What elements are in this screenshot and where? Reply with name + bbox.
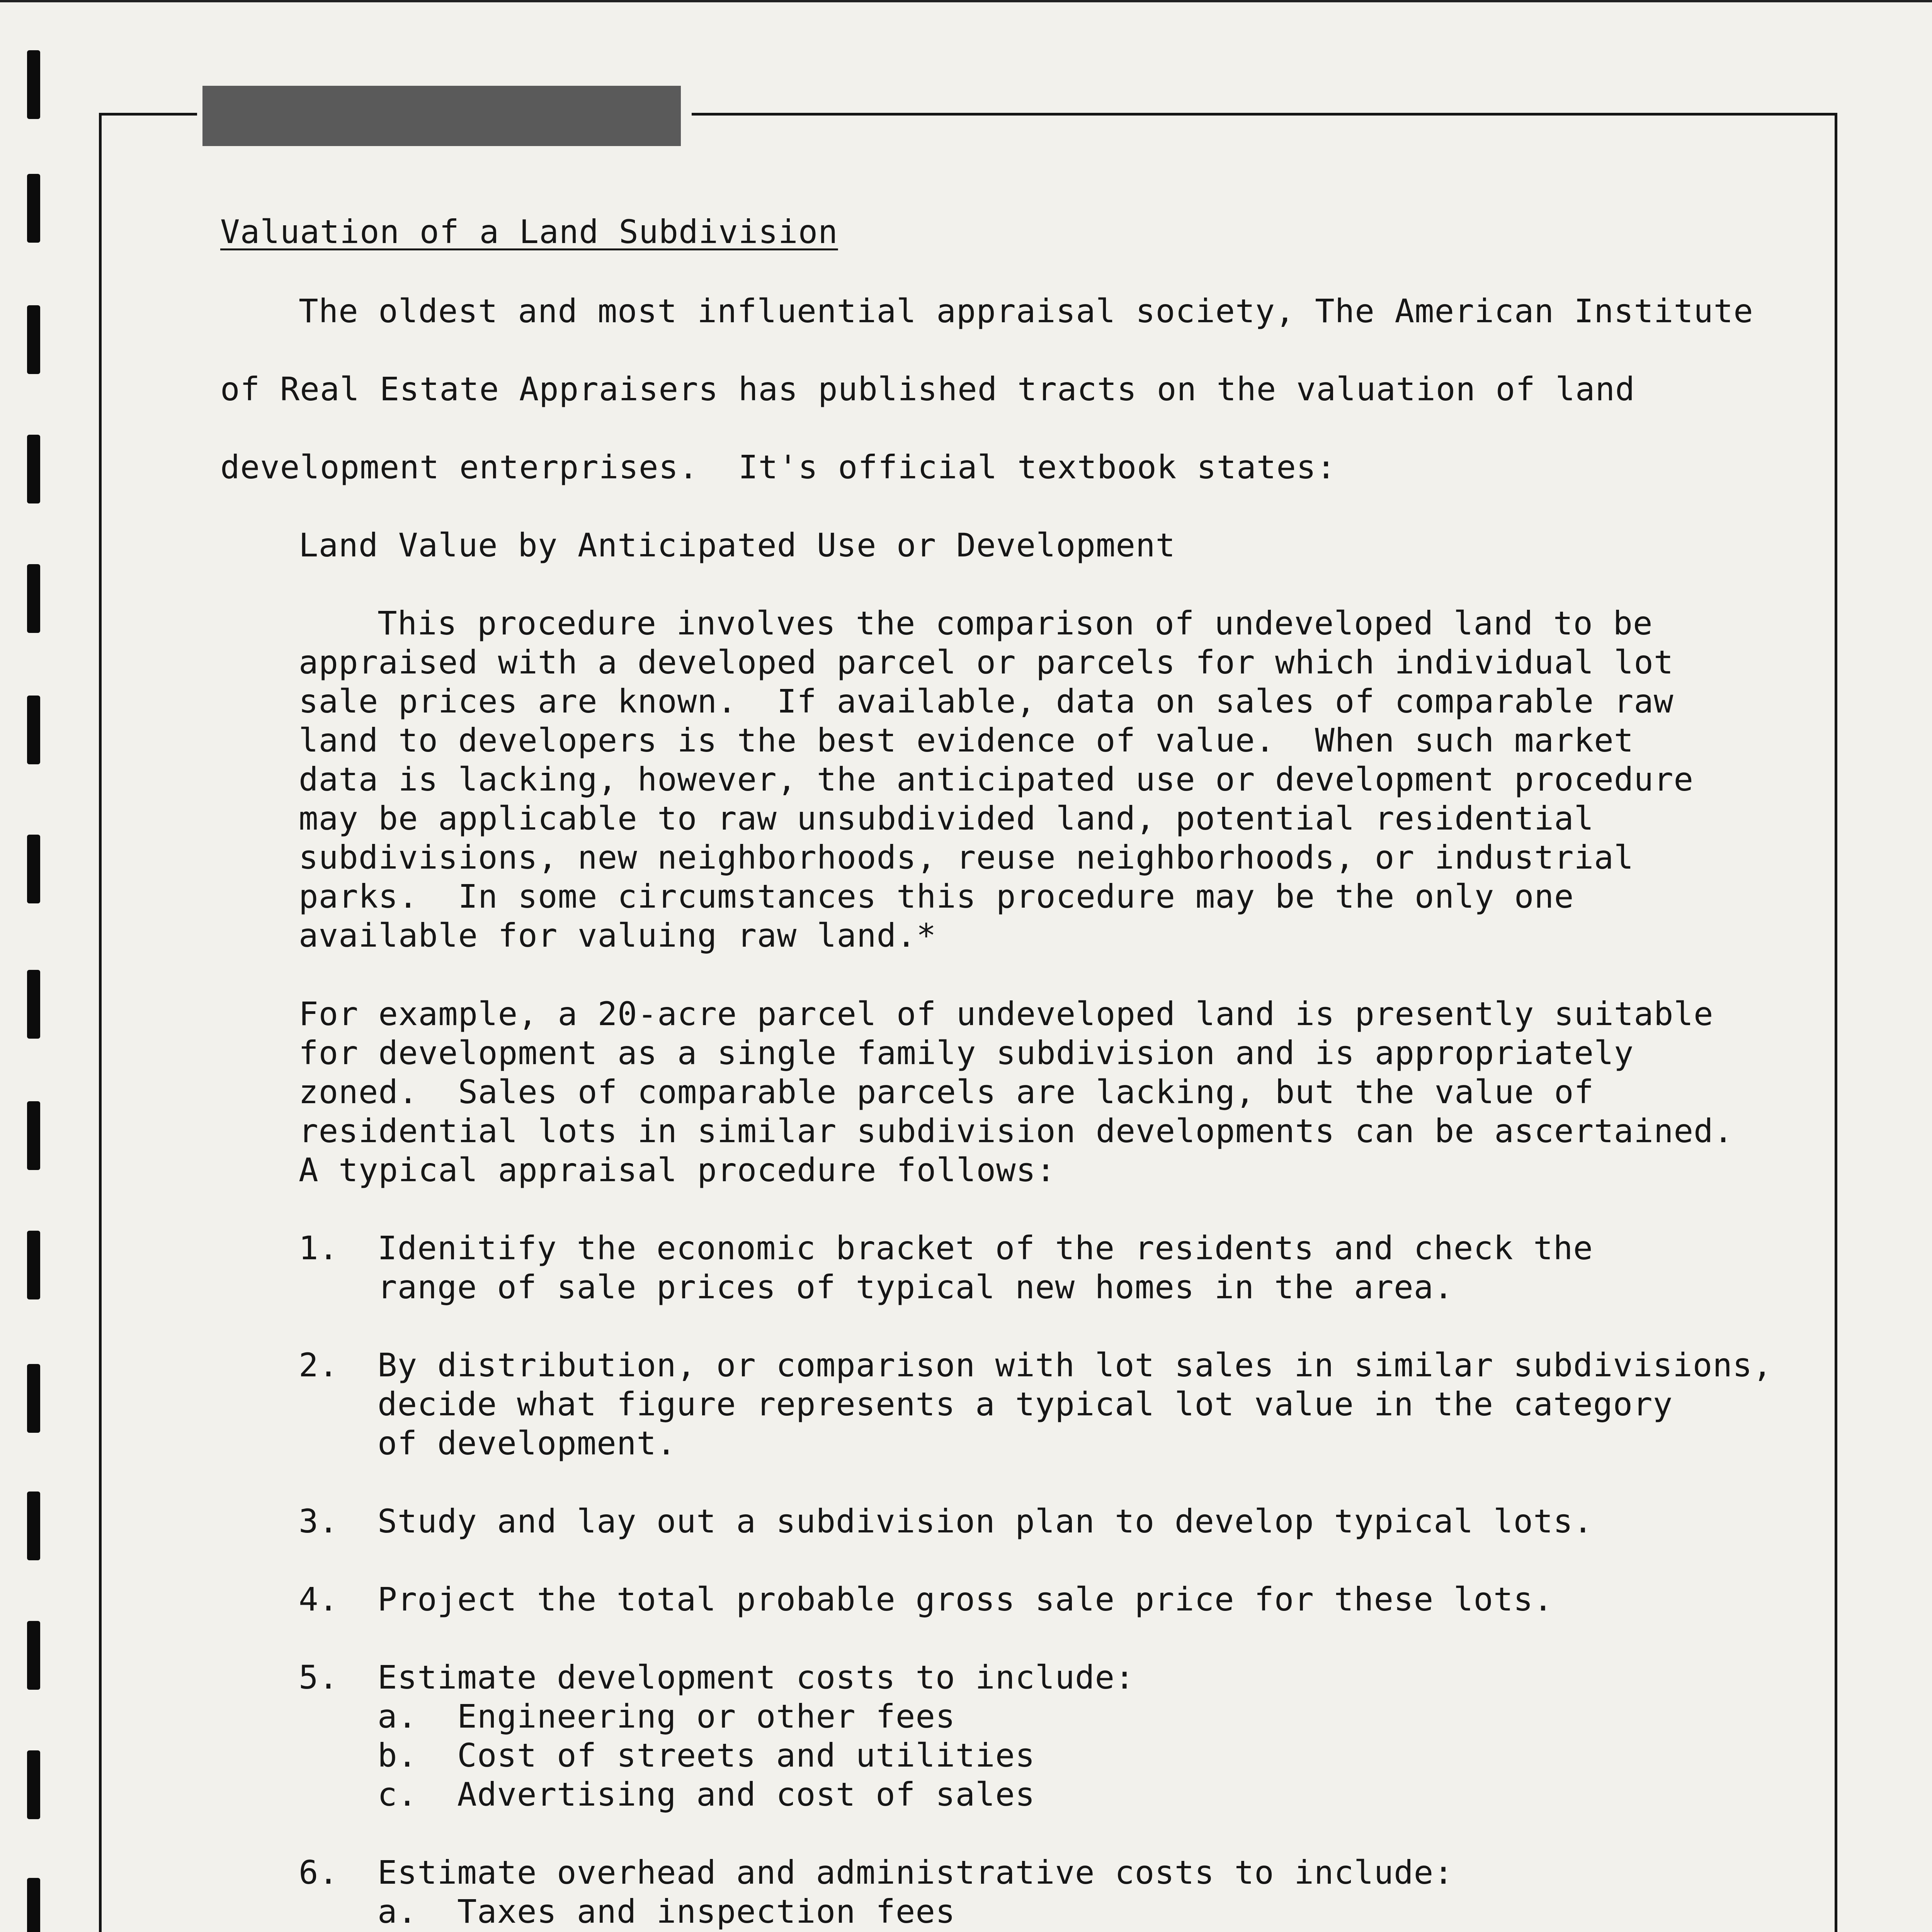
binder-hole [27,1492,40,1560]
quote-line: land to developers is the best evidence of value. When such market [299,721,1634,759]
quote-line: This procedure involves the comparison of undeveloped land to be [378,604,1653,642]
frame-right [1835,113,1837,1932]
frame-left [99,113,102,1932]
binder-hole [27,835,40,903]
step-number: 4. [299,1580,339,1618]
quote-heading: Land Value by Anticipated Use or Development [299,526,1176,564]
binder-hole [27,1101,40,1170]
quote-line: subdivisions, new neighborhoods, reuse neighborhoods, or industrial [299,838,1634,876]
frame-top-left [99,113,197,116]
quote-line: sale prices are known. If available, data on sales of comparable raw [299,682,1674,720]
step-line: range of sale prices of typical new homes in the area. [378,1268,1454,1306]
example-line: for development as a single family subdivision and is appropriately [299,1034,1634,1072]
intro-line: of Real Estate Appraisers has published tracts on the valuation of land [220,370,1635,408]
step-number: 1. [299,1229,339,1267]
step-line: Study and lay out a subdivision plan to develop typical lots. [378,1502,1593,1540]
step-line: Idenitify the economic bracket of the residents and check the [378,1229,1593,1267]
step-line: a. Taxes and inspection fees [378,1893,956,1930]
binder-hole [27,970,40,1039]
quote-line: data is lacking, however, the anticipated use or development procedure [299,760,1694,798]
step-number: 5. [299,1658,339,1696]
step-number: 2. [299,1346,339,1384]
step-line: a. Engineering or other fees [378,1697,956,1735]
step-line: Estimate overhead and administrative costs to include: [378,1854,1454,1891]
quote-line: appraised with a developed parcel or parcels for which individual lot [299,643,1674,681]
example-line: residential lots in similar subdivision developments can be ascertained. [299,1112,1734,1150]
step-line: b. Cost of streets and utilities [378,1736,1035,1774]
binder-hole [27,1364,40,1433]
quote-line: parks. In some circumstances this procedure may be the only one [299,878,1574,915]
step-line: Estimate development costs to include: [378,1658,1135,1696]
binder-hole [27,305,40,374]
quote-line: may be applicable to raw unsubdivided land, potential residential [299,799,1594,837]
frame-top-right [692,113,1837,116]
step-line: c. Advertising and cost of sales [378,1776,1035,1813]
binder-hole [27,1621,40,1690]
quote-line: available for valuing raw land.* [299,917,937,954]
binder-hole [27,174,40,243]
example-line: For example, a 20-acre parcel of undeveloped land is presently suitable [299,995,1714,1033]
binder-hole [27,1750,40,1819]
step-line: of development. [378,1424,677,1462]
step-number: 6. [299,1854,339,1891]
binder-hole [27,50,40,119]
binder-hole [27,1231,40,1299]
header-bar [202,86,681,146]
example-line: zoned. Sales of comparable parcels are lacking, but the value of [299,1073,1594,1111]
intro-line: development enterprises. It's official textbook states: [220,448,1337,486]
page-top-edge [0,0,1932,2]
step-line: decide what figure represents a typical lot value in the category [378,1385,1673,1423]
binder-hole [27,696,40,764]
binder-hole [27,435,40,503]
example-line: A typical appraisal procedure follows: [299,1151,1056,1189]
binder-hole [27,1878,40,1932]
intro-line: The oldest and most influential appraisal society, The American Institute [299,292,1753,330]
page-title: Valuation of a Land Subdivision [220,213,838,251]
binder-hole [27,564,40,633]
step-number: 3. [299,1502,339,1540]
step-line: By distribution, or comparison with lot sales in similar subdivisions, [378,1346,1773,1384]
step-line: Project the total probable gross sale price for these lots. [378,1580,1553,1618]
